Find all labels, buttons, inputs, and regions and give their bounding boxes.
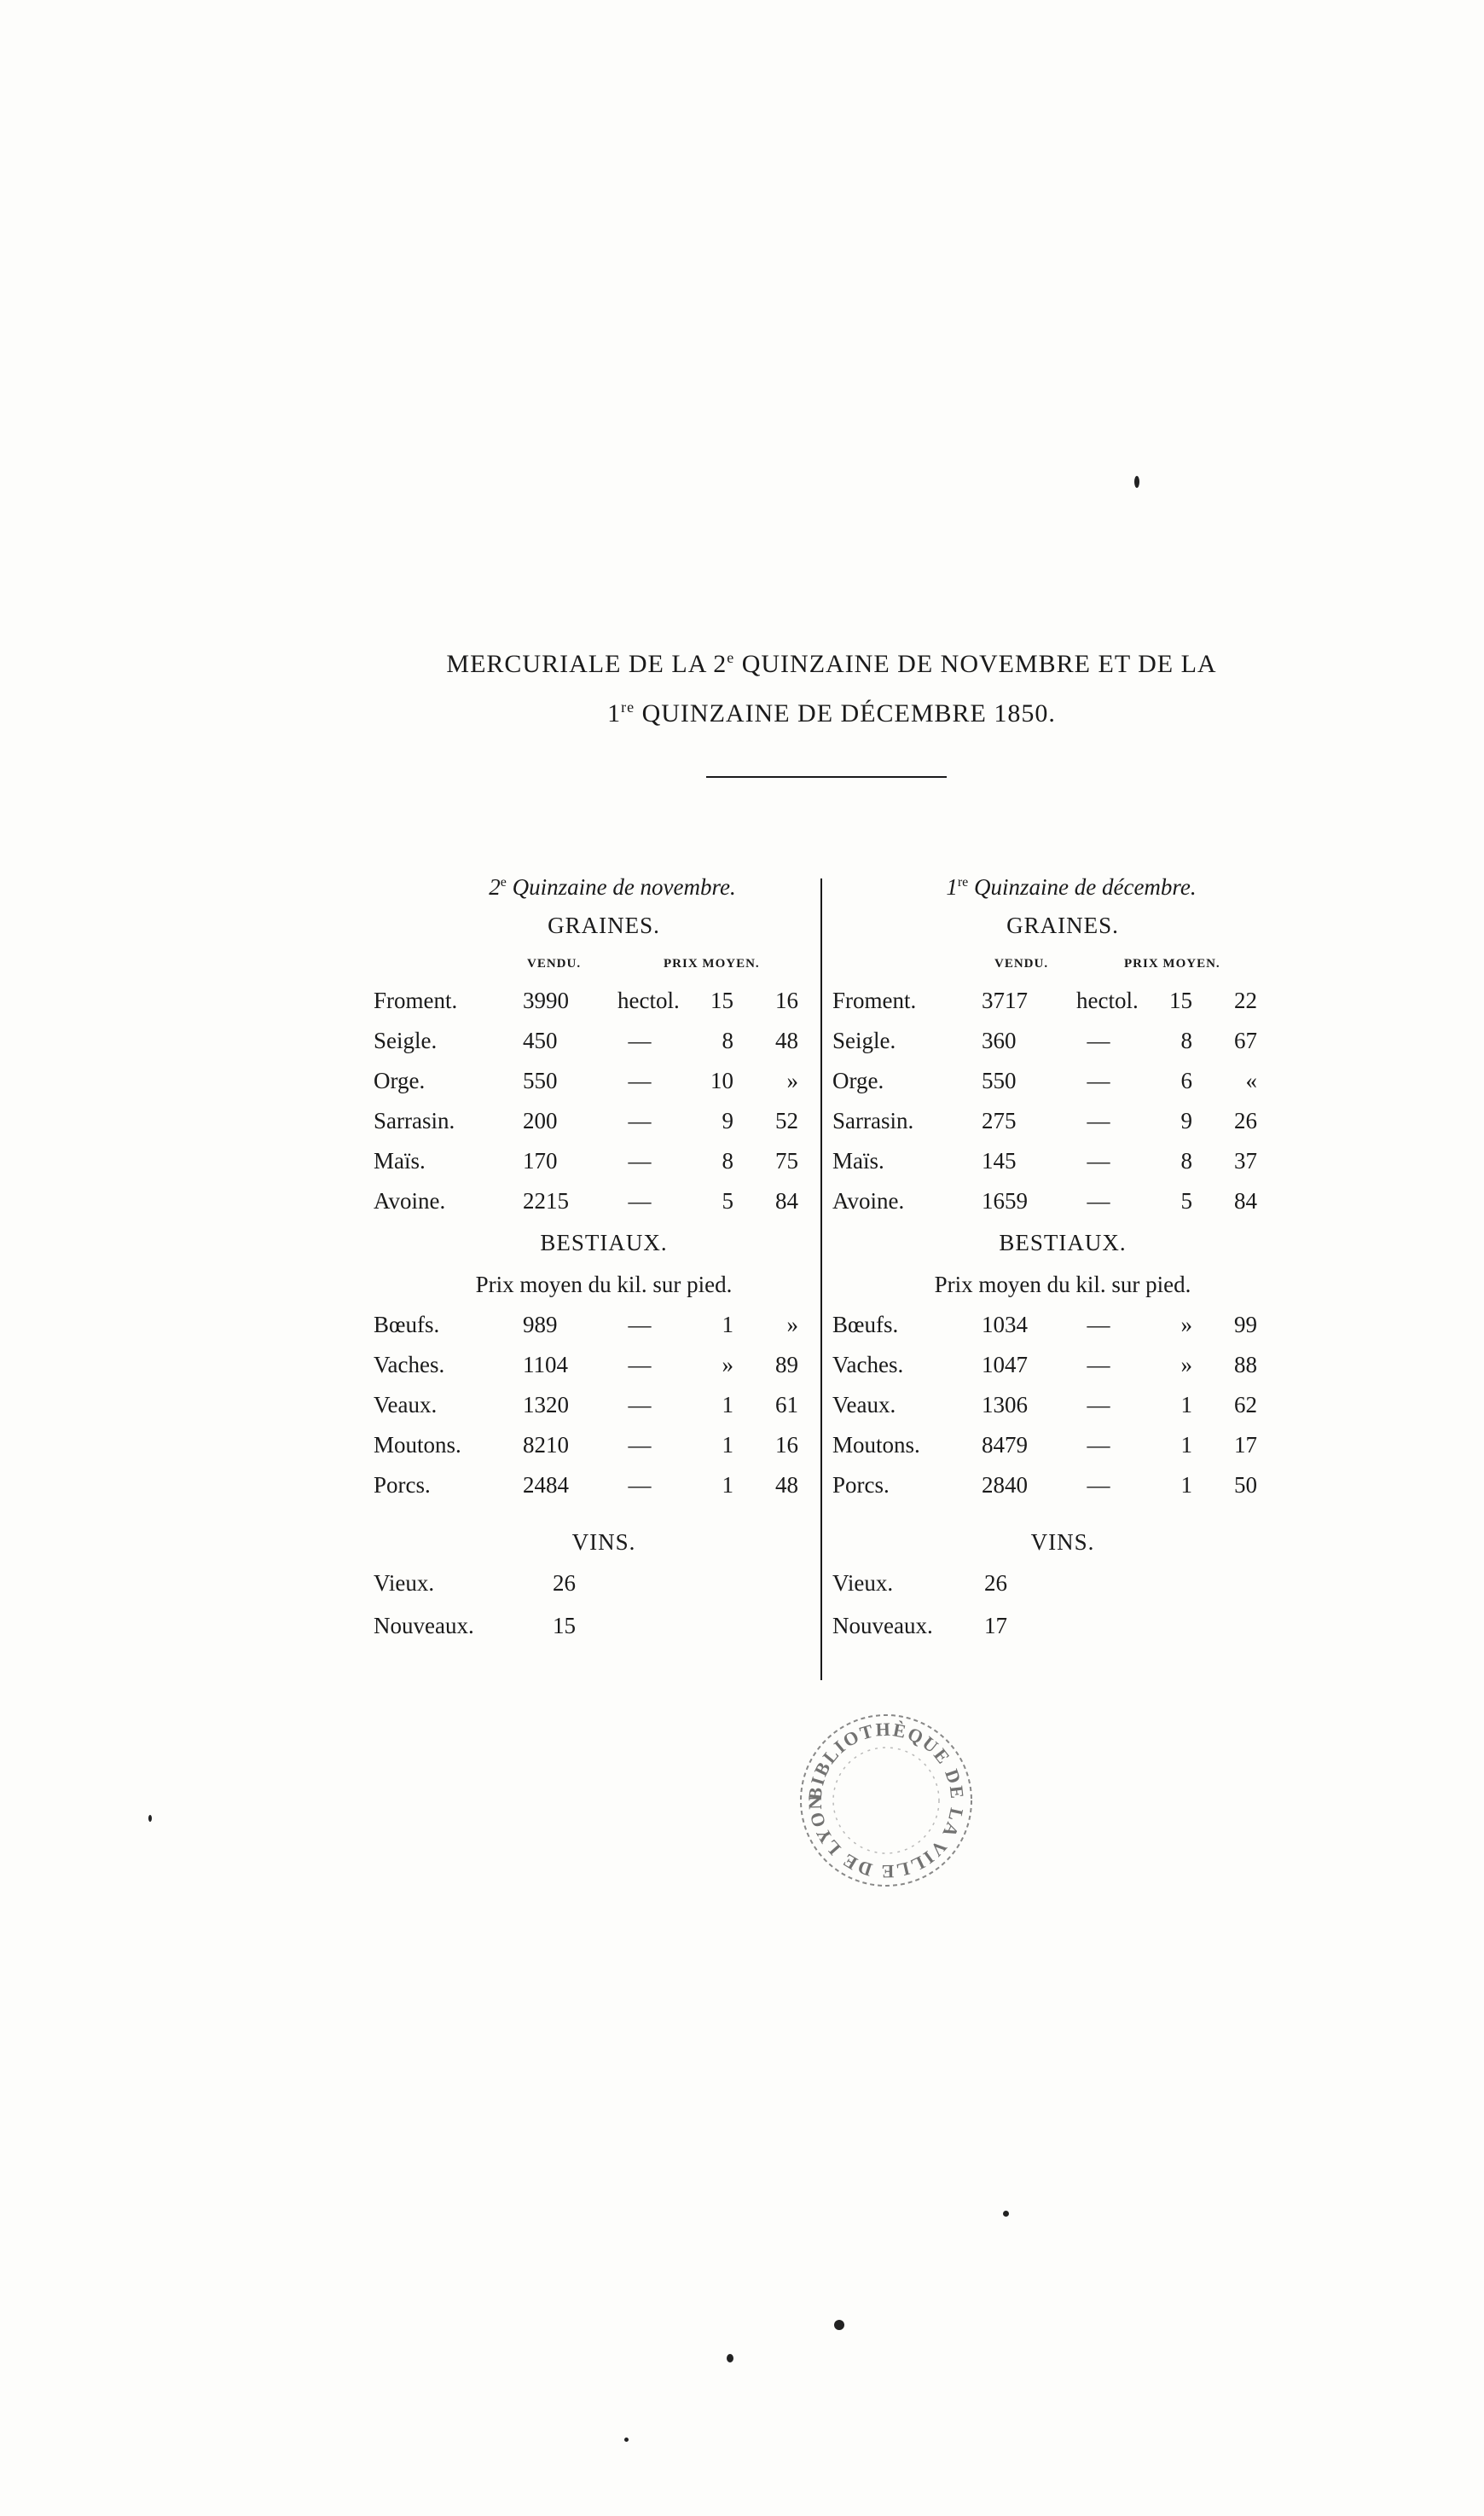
row-quantity: 170 xyxy=(523,1148,558,1174)
title-line-1-rest: QUINZAINE DE NOVEMBRE ET DE LA xyxy=(734,650,1217,678)
row-label: Vieux. xyxy=(374,1570,435,1596)
row-label: Avoine. xyxy=(374,1188,446,1214)
row-label: Bœufs. xyxy=(832,1312,899,1337)
row-price-francs: » xyxy=(722,1352,733,1377)
row-label: Seigle. xyxy=(832,1028,896,1053)
vins-title: VINS. xyxy=(571,1529,636,1555)
row-unit: — xyxy=(628,1352,652,1377)
row-label: Froment. xyxy=(832,988,917,1013)
row-quantity: 2484 xyxy=(523,1472,569,1498)
row-price-centimes: « xyxy=(1245,1068,1257,1093)
row-label: Orge. xyxy=(374,1068,426,1093)
table-row xyxy=(832,1101,1276,1141)
row-unit: — xyxy=(1087,1472,1110,1498)
row-unit: — xyxy=(1087,1352,1110,1377)
row-unit: — xyxy=(628,1108,652,1133)
row-label: Veaux. xyxy=(374,1392,438,1417)
row-price-centimes: 62 xyxy=(1234,1392,1257,1417)
row-quantity: 3990 xyxy=(523,988,569,1013)
row-quantity: 1320 xyxy=(523,1392,569,1417)
row-label: Bœufs. xyxy=(374,1312,440,1337)
row-unit: — xyxy=(628,1392,652,1417)
row-unit: — xyxy=(628,1432,652,1458)
row-price-francs: 1 xyxy=(722,1312,733,1337)
row-price-francs: » xyxy=(1180,1312,1192,1337)
print-speck xyxy=(727,2354,733,2362)
table-row xyxy=(832,1385,1276,1425)
row-quantity: 550 xyxy=(523,1068,558,1093)
heading-number: 2 xyxy=(489,874,501,900)
row-price-centimes: 67 xyxy=(1234,1028,1257,1053)
header-prix-moyen: PRIX MOYEN. xyxy=(664,957,760,971)
print-speck xyxy=(1134,476,1139,488)
row-label: Porcs. xyxy=(374,1472,431,1498)
row-label: Porcs. xyxy=(832,1472,890,1498)
row-price-francs: 6 xyxy=(1180,1068,1192,1093)
row-quantity: 1659 xyxy=(982,1188,1028,1214)
heading-text: Quinzaine de novembre. xyxy=(506,874,736,900)
row-label: Avoine. xyxy=(832,1188,905,1214)
column-december xyxy=(832,861,1276,1649)
stamp-text: BIBLIOTHÈQUE DE LA VILLE DE LYON xyxy=(803,1718,969,1883)
table-row xyxy=(374,1563,817,1606)
table-row xyxy=(374,981,817,1021)
row-unit: — xyxy=(1087,1028,1110,1053)
row-unit: — xyxy=(1087,1068,1110,1093)
table-row xyxy=(374,1101,817,1141)
row-unit: — xyxy=(1087,1432,1110,1458)
table-row xyxy=(832,1021,1276,1061)
row-label: Sarrasin. xyxy=(832,1108,914,1133)
vins-title: VINS. xyxy=(1030,1529,1095,1555)
library-stamp-icon xyxy=(791,1704,981,1897)
column-november xyxy=(374,861,817,1649)
row-price-francs: 8 xyxy=(722,1028,733,1053)
row-price-francs: » xyxy=(1180,1352,1192,1377)
row-value: 26 xyxy=(984,1570,1007,1596)
page-title xyxy=(375,636,1288,735)
row-price-centimes: 16 xyxy=(775,1432,798,1458)
row-quantity: 550 xyxy=(982,1068,1017,1093)
table-row xyxy=(832,1305,1276,1345)
title-line-1 xyxy=(375,636,1288,686)
table-row xyxy=(374,1305,817,1345)
row-price-centimes: 37 xyxy=(1234,1148,1257,1174)
table-row xyxy=(832,981,1276,1021)
header-vendu: VENDU. xyxy=(994,957,1049,971)
row-price-francs: 10 xyxy=(710,1068,733,1093)
row-unit: — xyxy=(628,1312,652,1337)
row-price-francs: 1 xyxy=(1180,1472,1192,1498)
table-row xyxy=(374,1606,817,1649)
row-price-francs: 1 xyxy=(722,1472,733,1498)
row-label: Vaches. xyxy=(374,1352,445,1377)
row-price-centimes: 88 xyxy=(1234,1352,1257,1377)
row-price-centimes: 48 xyxy=(775,1472,798,1498)
print-speck xyxy=(834,2320,844,2330)
row-value: 17 xyxy=(984,1613,1007,1638)
row-label: Froment. xyxy=(374,988,458,1013)
graines-column-headers xyxy=(374,947,817,981)
row-unit: — xyxy=(1087,1312,1110,1337)
title-divider xyxy=(706,776,947,778)
table-row xyxy=(832,1606,1276,1649)
row-unit: — xyxy=(628,1068,652,1093)
row-price-centimes: 26 xyxy=(1234,1108,1257,1133)
row-quantity: 145 xyxy=(982,1148,1017,1174)
title-line-2-text: 1 xyxy=(607,699,622,728)
row-price-francs: 5 xyxy=(722,1188,733,1214)
title-line-2-rest: QUINZAINE DE DÉCEMBRE 1850. xyxy=(635,699,1056,728)
row-label: Veaux. xyxy=(832,1392,896,1417)
row-price-centimes: 84 xyxy=(1234,1188,1257,1214)
row-price-francs: 1 xyxy=(1180,1392,1192,1417)
row-label: Maïs. xyxy=(832,1148,884,1174)
table-row xyxy=(374,1181,817,1221)
row-label: Moutons. xyxy=(374,1432,461,1458)
row-label: Seigle. xyxy=(374,1028,438,1053)
print-speck xyxy=(1003,2211,1009,2217)
title-line-2 xyxy=(375,686,1288,735)
row-unit: — xyxy=(1087,1108,1110,1133)
table-row xyxy=(374,1425,817,1465)
row-price-centimes: » xyxy=(786,1312,798,1337)
table-row xyxy=(374,1385,817,1425)
svg-text:BIBLIOTHÈQUE DE LA VILLE DE LY xyxy=(804,1719,969,1882)
row-quantity: 1034 xyxy=(982,1312,1028,1337)
column-heading xyxy=(832,861,1276,904)
row-price-francs: 9 xyxy=(1180,1108,1192,1133)
table-row xyxy=(374,1465,817,1505)
row-quantity: 989 xyxy=(523,1312,558,1337)
row-quantity: 1306 xyxy=(982,1392,1028,1417)
row-quantity: 8210 xyxy=(523,1432,569,1458)
row-price-francs: 15 xyxy=(1169,988,1192,1013)
table-row xyxy=(832,1141,1276,1181)
row-quantity: 8479 xyxy=(982,1432,1028,1458)
row-price-centimes: 84 xyxy=(775,1188,798,1214)
row-price-francs: 9 xyxy=(722,1108,733,1133)
table-row xyxy=(832,1061,1276,1101)
row-unit: hectol. xyxy=(1076,988,1139,1013)
table-row xyxy=(832,1345,1276,1385)
row-value: 26 xyxy=(553,1570,576,1596)
row-unit: — xyxy=(628,1188,652,1214)
title-line-1-text: MERCURIALE DE LA 2 xyxy=(446,650,728,678)
row-price-centimes: 17 xyxy=(1234,1432,1257,1458)
row-unit: — xyxy=(1087,1188,1110,1214)
graines-column-headers xyxy=(832,947,1276,981)
row-price-francs: 15 xyxy=(710,988,733,1013)
row-label: Vaches. xyxy=(832,1352,904,1377)
row-price-francs: 8 xyxy=(722,1148,733,1174)
graines-title: GRAINES. xyxy=(548,913,660,938)
row-label: Nouveaux. xyxy=(832,1613,933,1638)
row-price-centimes: 48 xyxy=(775,1028,798,1053)
row-label: Moutons. xyxy=(832,1432,920,1458)
table-row xyxy=(374,1061,817,1101)
table-row xyxy=(832,1465,1276,1505)
row-unit: — xyxy=(628,1148,652,1174)
table-row xyxy=(374,1021,817,1061)
row-price-centimes: 16 xyxy=(775,988,798,1013)
row-price-centimes: 52 xyxy=(775,1108,798,1133)
row-quantity: 360 xyxy=(982,1028,1017,1053)
table-row xyxy=(832,1425,1276,1465)
row-quantity: 1104 xyxy=(523,1352,568,1377)
row-price-centimes: 22 xyxy=(1234,988,1257,1013)
row-price-francs: 5 xyxy=(1180,1188,1192,1214)
row-price-francs: 1 xyxy=(1180,1432,1192,1458)
header-prix-moyen: PRIX MOYEN. xyxy=(1124,957,1220,971)
row-price-centimes: 99 xyxy=(1234,1312,1257,1337)
row-unit: — xyxy=(628,1028,652,1053)
print-speck xyxy=(148,1815,152,1822)
row-price-centimes: 50 xyxy=(1234,1472,1257,1498)
heading-number: 1 xyxy=(946,874,958,900)
row-quantity: 2215 xyxy=(523,1188,569,1214)
table-row xyxy=(374,1345,817,1385)
row-price-francs: 8 xyxy=(1180,1028,1192,1053)
graines-title: GRAINES. xyxy=(1006,913,1119,938)
bestiaux-subtitle: Prix moyen du kil. sur pied. xyxy=(475,1272,733,1297)
print-speck xyxy=(624,2438,629,2442)
row-unit: — xyxy=(628,1472,652,1498)
row-label: Vieux. xyxy=(832,1570,894,1596)
table-row xyxy=(832,1181,1276,1221)
heading-sup: e xyxy=(500,875,507,890)
row-price-francs: 1 xyxy=(722,1432,733,1458)
row-quantity: 3717 xyxy=(982,988,1028,1013)
heading-sup: re xyxy=(957,875,969,890)
bestiaux-title: BESTIAUX. xyxy=(540,1230,668,1255)
row-quantity: 450 xyxy=(523,1028,558,1053)
table-row xyxy=(832,1563,1276,1606)
row-price-centimes: 61 xyxy=(775,1392,798,1417)
bestiaux-title: BESTIAUX. xyxy=(999,1230,1127,1255)
row-price-francs: 1 xyxy=(722,1392,733,1417)
row-unit: — xyxy=(1087,1392,1110,1417)
row-label: Orge. xyxy=(832,1068,884,1093)
row-quantity: 1047 xyxy=(982,1352,1028,1377)
row-price-francs: 8 xyxy=(1180,1148,1192,1174)
table-row xyxy=(374,1141,817,1181)
row-unit: — xyxy=(1087,1148,1110,1174)
title-line-2-sup: re xyxy=(621,699,635,716)
title-line-1-sup: e xyxy=(727,649,735,666)
column-heading xyxy=(374,861,817,904)
row-quantity: 275 xyxy=(982,1108,1017,1133)
column-divider xyxy=(820,878,822,1680)
header-vendu: VENDU. xyxy=(527,957,582,971)
row-price-centimes: » xyxy=(786,1068,798,1093)
row-quantity: 2840 xyxy=(982,1472,1028,1498)
row-value: 15 xyxy=(553,1613,576,1638)
row-price-centimes: 75 xyxy=(775,1148,798,1174)
row-unit: hectol. xyxy=(617,988,680,1013)
row-quantity: 200 xyxy=(523,1108,558,1133)
row-price-centimes: 89 xyxy=(775,1352,798,1377)
heading-text: Quinzaine de décembre. xyxy=(968,874,1197,900)
row-label: Maïs. xyxy=(374,1148,426,1174)
bestiaux-subtitle: Prix moyen du kil. sur pied. xyxy=(934,1272,1191,1297)
row-label: Sarrasin. xyxy=(374,1108,455,1133)
row-label: Nouveaux. xyxy=(374,1613,474,1638)
